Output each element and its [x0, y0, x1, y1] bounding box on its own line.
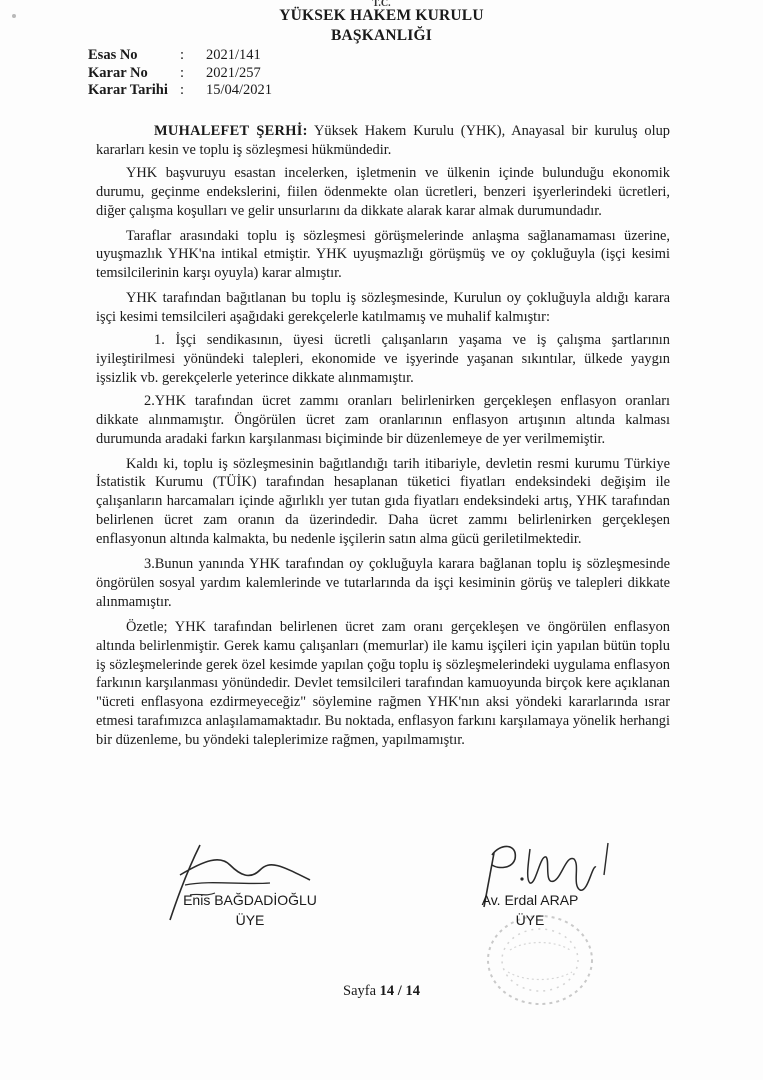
- list-item-2: 2.YHK tarafından ücret zammı oranları belirlenirken gerçekleşen enflasyon oranları dikkate alınmamıştır. Öngörülen ücret zam oranlarının enflasyon artışının altında kalması durumunda aradaki farkın karşılanması biçiminde bir düzenlemeye de yer verilmemiştir.: [96, 392, 670, 447]
- meta-value: 2021/141: [206, 47, 261, 63]
- paragraph-5: Kaldı ki, toplu iş sözleşmesinin bağıtlandığı tarih itibariyle, devletin resmi kurumu Türkiye İstatistik Kurumu (TÜİK) tarafından hesaplanan tüketici fiyatları endeksindeki değişim ile çalışanların harcamaları içinde ağırlıklı yer tutan gıda fiyatları endeksindeki artış, YHK tarafından belirlenen ücret zam oranın da üzerindedir. Daha ücret zammı belirlenirken gerçekleşen enflasyonun altında kalmakta, bu nedenle işçilerin satın alma gücü geriletilmektedir.: [96, 455, 670, 548]
- paragraph-4: YHK tarafından bağıtlanan bu toplu iş sözleşmesinde, Kurulun oy çokluğuyla aldığı karara işçi kesimi temsilcileri aşağıdaki gerekçelerle katılmamış ve muhalif kalmıştır:: [96, 290, 670, 326]
- meta-row-esas: [88, 47, 272, 65]
- signature-block-left: [150, 890, 350, 930]
- document-body: [96, 122, 670, 756]
- header-line-2: BAŞKANLIĞI: [330, 27, 433, 44]
- header-tc: T.C.: [372, 0, 391, 6]
- meta-value: 15/04/2021: [206, 82, 273, 98]
- meta-colon: :: [180, 64, 185, 81]
- page-footer: [0, 982, 763, 1000]
- paragraph-intro: [96, 122, 670, 160]
- header-line-1: YÜKSEK HAKEM KURULU: [279, 7, 484, 24]
- signatory-name: Enis BAĞDADİOĞLU: [183, 892, 317, 908]
- meta-label: Esas No: [88, 47, 138, 63]
- meta-colon: :: [180, 47, 185, 63]
- signatory-role: ÜYE: [235, 912, 265, 928]
- list-item-1: 1. İşçi sendikasının, üyesi ücretli çalışanların yaşama ve iş çalışma şartlarının iyileştirilmesi yönündeki talepleri, ekonomide ve işyerinde yaşanan sıkıntılar, ülkede yaygın işsizlik vb. gerekçelerle yeterince dikkate alınmamıştır.: [96, 332, 670, 386]
- page-number: 14 / 14: [379, 983, 420, 999]
- case-metadata: [88, 47, 272, 100]
- list-item-3: 3.Bunun yanında YHK tarafından oy çokluğuyla karara bağlanan toplu iş sözleşmesinde öngörülen sosyal yardım kalemlerinde ve tutarlarında da işçi kesiminin görüş ve talepleri dikkate alınmamıştır.: [96, 556, 670, 610]
- page-label: Sayfa: [343, 983, 380, 999]
- meta-label: Karar No: [88, 64, 148, 81]
- paragraph-3: Taraflar arasındaki toplu iş sözleşmesi görüşmelerinde anlaşma sağlanamaması üzerine, uyuşmazlık YHK'na intikal etmiştir. YHK uyuşmazlığı görüşmüş ve oy çokluğuyla (işçi kesimi temsilcilerinin karşı oyuyla) karar almıştır.: [96, 227, 670, 282]
- signatory-role: ÜYE: [515, 912, 545, 928]
- signatory-name: Av. Erdal ARAP: [481, 892, 579, 908]
- paragraph-2: YHK başvuruyu esastan incelerken, işletmenin ve ülkenin içinde bulunduğu ekonomik durumu, geçinme endekslerini, fiilen ödenmekte olan ücretleri, benzeri işyerlerindeki ücretleri, diğer çalışma koşulları ve gelir unsurlarını da dikkate alarak karar almak durumundadır.: [96, 164, 670, 219]
- document-header: [0, 6, 763, 46]
- meta-label: Karar Tarihi: [88, 82, 168, 98]
- paragraph-6: Özetle; YHK tarafından belirlenen ücret zam oranı gerçekleşen ve öngörülen enflasyon altında belirlenmiştir. Gerek kamu çalışanları (memurlar) ile kamu işçileri için yapılan bütün toplu iş sözleşmelerinde gerek özel kesimde yapılan çoğu toplu iş sözleşmelerindeki uygulama enflasyon farkının karşılanması yönündedir. Devlet temsilcileri tarafından kamuoyunda birçok kere açıklanan "ücreti enflasyona ezdirmeyeceğiz" söylemine rağmen YHK'nın aksi yöndeki kararlarında ısrar etmesi tarafımızca anlaşılamamaktadır. Bu noktada, enflasyon farkını karşılamaya yönelik herhangi bir düzenleme, bu yöndeki taleplerimize rağmen, yapılmamıştır.: [96, 618, 670, 749]
- meta-colon: :: [180, 82, 185, 98]
- paragraph-intro-text: Yüksek Hakem Kurulu (YHK), Anayasal bir kuruluş olup kararları kesin ve toplu iş sözleşmesi hükmündedir.: [96, 123, 670, 158]
- meta-row-tarih: [88, 82, 272, 100]
- dissent-title: MUHALEFET ŞERHİ:: [154, 123, 308, 139]
- meta-row-karar: [88, 65, 272, 83]
- meta-value: 2021/257: [206, 64, 261, 81]
- signature-block-right: [430, 890, 630, 930]
